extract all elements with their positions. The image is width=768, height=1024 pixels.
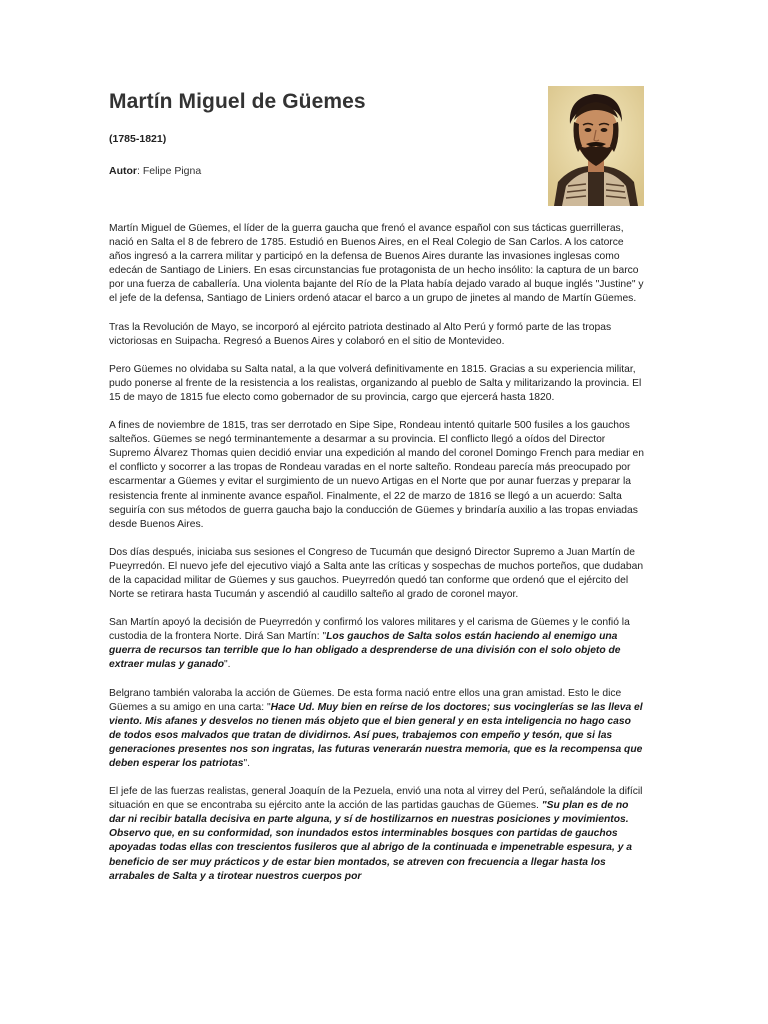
guemes-letter-quote: Hace Ud. Muy bien en reírse de los doctores; sus vocinglerías se las lleva el viento. Mis afanes y desvelos no tienen más objeto que el bien general y en esta inteligencia no hago caso de todos esos malvados que tratan de dividirnos. Así pues, trabajemos con empeño y tesón, que si las generaciones presentes nos son ingratas, las futuras venerarán nuestra memoria, que es la recompensa que deben esperar los patriotas [109, 701, 643, 769]
paragraph-2: Tras la Revolución de Mayo, se incorporó al ejército patriota destinado al Alto Perú y formó parte de las tropas victoriosas en Suipacha. Regresó a Buenos Aires y colaboró en el sitio de Montevideo. [109, 321, 612, 347]
article-title: Martín Miguel de Güemes [109, 90, 366, 113]
paragraph-8 [109, 785, 645, 884]
paragraph-1: Martín Miguel de Güemes, el líder de la guerra gaucha que frenó el avance español con sus tácticas guerrilleras, nació en Salta el 8 de febrero de 1785. Estudió en Buenos Aires, en el Real Colegio de San Carlos. A los catorce años ingresó a la carrera militar y participó en la defensa de Buenos Aires durante las invasiones inglesas como edecán de Santiago de Liniers. En esas circunstancias fue protagonista de un hecho insólito: la captura de un barco por una fuerza de caballería. Una violenta bajante del Río de la Plata había dejado varado al buque inglés "Justine" y el jefe de la defensa, Santiago de Liniers ordenó atacar el barco a un grupo de jinetes al mando de Martín Güemes. [109, 223, 644, 305]
portrait-image [548, 86, 644, 206]
article-body [109, 222, 645, 898]
paragraph-3: Pero Güemes no olvidaba su Salta natal, a la que volverá definitivamente en 1815. Gracias a su experiencia militar, pudo ponerse al frente de la resistencia a los realistas, organizando al pueblo de Salta y militarizando la provincia. El 15 de mayo de 1815 fue electo como gobernador de su provincia, cargo que ejercerá hasta 1820. [109, 363, 642, 403]
paragraph-4: A fines de noviembre de 1815, tras ser derrotado en Sipe Sipe, Rondeau intentó quitarle 500 fusiles a los gauchos salteños. Güemes se negó terminantemente a desarmar a su provincia. El conflicto llegó a oídos del Director Supremo Álvarez Thomas quien decidió enviar una expedición al mando del coronel Domingo French para mediar en el conflicto y socorrer a las tropas de Rondeau varadas en el norte salteño. Rondeau parecía más preocupado por escarmentar a Güemes y evitar el surgimiento de un nuevo Artigas en el Norte que por aunar fuerzas y preparar la resistencia frente al inminente avance español. Finalmente, el 22 de marzo de 1816 se llegó a un acuerdo: Salta seguiría con sus métodos de guerra gaucha bajo la conducción de Güemes y brindaría auxilio a las tropas enviadas desde Buenos Aires. [109, 420, 644, 530]
article-author [109, 165, 201, 177]
portrait-illustration [548, 86, 644, 206]
author-label: Autor [109, 165, 137, 177]
paragraph-5: Dos días después, iniciaba sus sesiones el Congreso de Tucumán que designó Director Supremo a Juan Martín de Pueyrredón. El nuevo jefe del ejecutivo viajó a Salta ante las críticas y sospechas de muchos porteños, que dudaban de la capacidad militar de Güemes y sus gauchos. Pueyrredón quedó tan conforme que ordenó que el ejército del Norte se retirara hasta Tucumán y ascendió al caudillo salteño al grado de coronel mayor. [109, 546, 644, 601]
article-years: (1785-1821) [109, 133, 167, 145]
paragraph-8-text: El jefe de las fuerzas realistas, general Joaquín de la Pezuela, envió una nota al virrey del Perú, señalándole la difícil situación en que se encontraba su ejército ante la acción de las partidas gauchas de Güemes. [109, 786, 643, 812]
paragraph-7-text: Belgrano también valoraba la acción de Güemes. De esta forma nació entre ellos una gran amistad. Esto le dice Güemes a su amigo en una carta: " [109, 687, 622, 713]
paragraph-7 [109, 687, 645, 772]
paragraph-6 [109, 616, 645, 672]
paragraph-6-end: ". [224, 659, 231, 671]
paragraph-6-text: San Martín apoyó la decisión de Pueyrredón y confirmó los valores militares y el carisma de Güemes y le confió la custodia de la frontera Norte. Dirá San Martín: " [109, 617, 630, 643]
pezuela-quote: "Su plan es de no dar ni recibir batalla decisiva en parte alguna, y sí de hostilizarnos en nuestras posiciones y movimientos. Observo que, en su conformidad, son inundados estos interminables bosques con partidas de gauchos apoyadas todas ellas con trescientos fusileros que al abrigo de la continuada e impenetrable espesura, y a beneficio de ser muy prácticos y de estar bien montados, se atreven con frecuencia a llegar hasta los arrabales de Salta y a tirotear nuestros cuerpos por [109, 800, 633, 882]
paragraph-7-end: ". [243, 758, 251, 769]
author-name: : Felipe Pigna [137, 165, 202, 177]
san-martin-quote: Los gauchos de Salta solos están haciendo al enemigo una guerra de recursos tan terrible que lo han obligado a desprenderse de una división con el solo objeto de extraer mulas y ganado [109, 631, 621, 671]
